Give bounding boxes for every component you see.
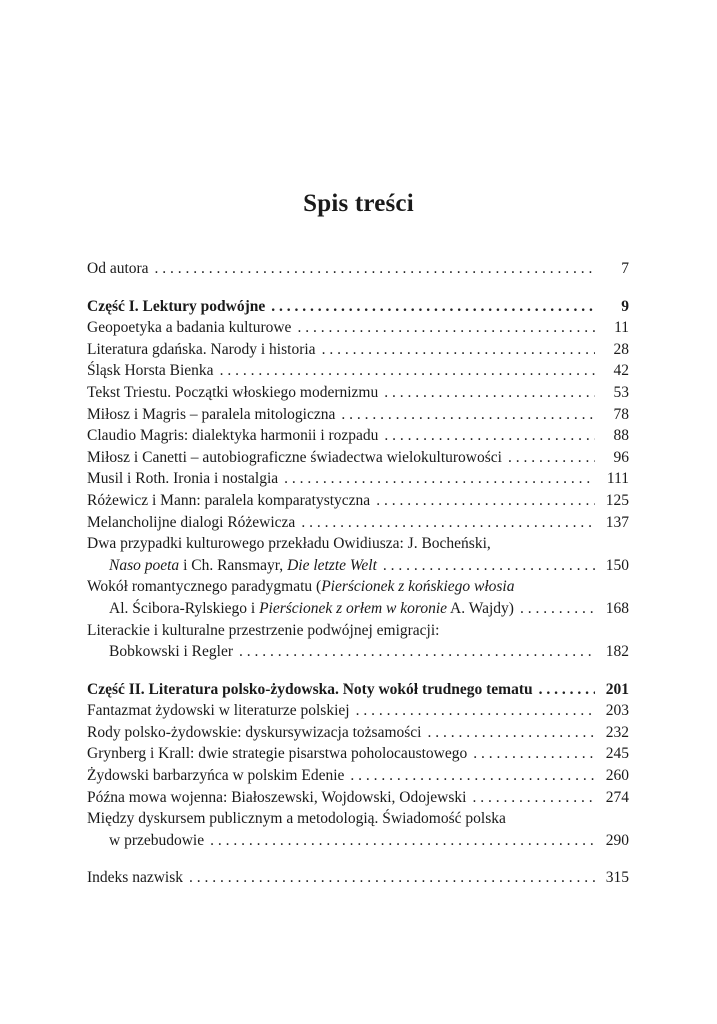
toc-entry-title: Żydowski barbarzyńca w polskim Edenie <box>87 767 345 785</box>
leader-dots <box>473 743 595 765</box>
toc-entry-title-line1: Literackie i kulturalne przestrzenie podwójnej emigracji: <box>87 621 440 639</box>
toc-entry-page: 78 <box>613 405 629 423</box>
toc-entry-page: 290 <box>605 831 629 849</box>
toc-entry-title: Od autora <box>87 260 149 277</box>
toc-entry-page: 245 <box>605 745 629 763</box>
toc-entry[interactable] <box>87 765 629 787</box>
toc-entry[interactable] <box>87 447 629 469</box>
toc-entry-title-line1: Dwa przypadki kulturowego przekładu Owidiusza: J. Bocheński, <box>87 535 491 553</box>
toc-entry[interactable] <box>87 317 629 339</box>
toc-entry-title: Geopoetyka a badania kulturowe <box>87 319 292 337</box>
toc-entry-page: 168 <box>605 599 629 617</box>
toc-entry-index[interactable] <box>87 867 629 889</box>
toc-entry-title: Fantazmat żydowski w literaturze polskiej <box>87 702 350 720</box>
leader-dots <box>383 555 595 577</box>
toc-entry-title: Późna mowa wojenna: Białoszewski, Wojdowski, Odojewski <box>87 788 467 806</box>
italic-title: Naso poeta <box>109 556 180 574</box>
leader-dots <box>508 447 595 469</box>
toc-entry-page: 88 <box>613 427 629 445</box>
toc-entry[interactable] <box>87 360 629 382</box>
toc-entry-page: 11 <box>614 319 629 337</box>
toc-part-2-heading[interactable] <box>87 679 629 701</box>
toc-entry-page: 315 <box>605 869 629 887</box>
toc-entry-title-line1: Między dyskursem publicznym a metodologią. Świadomość polska <box>87 810 506 828</box>
toc-part-1-heading[interactable] <box>87 296 629 318</box>
toc-entry-page: 125 <box>605 491 629 509</box>
toc-entry-title: Musil i Roth. Ironia i nostalgia <box>87 470 279 488</box>
leader-dots <box>472 787 595 809</box>
toc-entry-page: 150 <box>605 556 629 574</box>
toc-entry-page: 260 <box>605 767 629 785</box>
toc-entry-title: Grynberg i Krall: dwie strategie pisarstwa poholocaustowego <box>87 745 468 763</box>
toc-entry[interactable] <box>87 512 629 534</box>
italic-title: Pierścionek z orłem w koronie <box>259 599 448 617</box>
title-text: Wokół romantycznego paradygmatu ( <box>87 578 322 596</box>
toc-entry-page: 203 <box>605 702 629 720</box>
toc-entry-page: 42 <box>613 362 629 380</box>
toc-entry-page: 274 <box>605 788 629 806</box>
leader-dots <box>297 317 595 339</box>
toc-entry-title: Claudio Magris: dialektyka harmonii i rozpadu <box>87 427 379 445</box>
toc-entry-title: Melancholijne dialogi Różewicza <box>87 513 296 531</box>
toc-entry-page: 28 <box>613 340 629 358</box>
toc-entry-title-line1 <box>87 576 629 598</box>
toc-entry-title: Śląsk Horsta Bienka <box>87 362 214 380</box>
toc-entry[interactable] <box>87 425 629 447</box>
title-text: A. Wajdy) <box>447 599 514 617</box>
toc-entry[interactable] <box>87 722 629 744</box>
toc-entry-title: Literatura gdańska. Narody i historia <box>87 340 316 358</box>
toc-entry-page: 96 <box>613 448 629 466</box>
toc-entry-title-line2: w przebudowie <box>109 831 205 849</box>
toc-entry[interactable] <box>87 787 629 809</box>
title-text: Al. Ścibora-Rylskiego i <box>109 599 260 617</box>
toc-entry-title: Miłosz i Canetti – autobiograficzne świadectwa wielokulturowości <box>87 448 502 466</box>
leader-dots <box>427 722 595 744</box>
part-page: 9 <box>621 297 629 315</box>
part-title: Część I. Lektury podwójne <box>87 297 266 315</box>
leader-dots <box>384 382 595 404</box>
toc-entry-title-line2: Bobkowski i Regler <box>109 643 233 661</box>
toc-entry-page: 53 <box>613 383 629 401</box>
toc-entry-title: Tekst Triestu. Początki włoskiego modernizmu <box>87 383 379 401</box>
leader-dots <box>376 490 595 512</box>
italic-title: Pierścionek z końskiego włosia <box>321 578 515 596</box>
leader-dots <box>271 296 595 318</box>
toc-entry[interactable] <box>87 468 629 490</box>
leader-dots <box>189 867 595 889</box>
leader-dots <box>520 598 595 620</box>
toc-entry-title: Różewicz i Mann: paralela komparatystyczna <box>87 491 371 509</box>
toc-entry-page: 7 <box>621 260 629 277</box>
table-of-contents <box>87 258 629 889</box>
leader-dots <box>220 360 595 382</box>
leader-dots <box>155 258 595 280</box>
toc-entry-page: 182 <box>605 643 629 661</box>
part-page: 201 <box>605 680 629 698</box>
italic-title: Die letzte Welt <box>287 556 377 574</box>
leader-dots <box>539 679 595 701</box>
leader-dots <box>356 700 595 722</box>
leader-dots <box>301 512 595 534</box>
toc-entry-title-line2 <box>109 598 514 620</box>
part-title: Część II. Literatura polsko-żydowska. Noty wokół trudnego tematu <box>87 680 533 698</box>
leader-dots <box>210 830 595 852</box>
toc-entry-title: Indeks nazwisk <box>87 869 183 887</box>
leader-dots <box>239 641 595 663</box>
leader-dots <box>284 468 595 490</box>
toc-entry-discourse[interactable] <box>87 808 629 851</box>
part-1-entries <box>87 317 629 533</box>
toc-entry-page: 137 <box>605 513 629 531</box>
toc-entry-page: 111 <box>606 470 629 488</box>
title-text: i Ch. Ransmayr, <box>179 556 288 574</box>
toc-entry[interactable] <box>87 339 629 361</box>
toc-entry-page: 232 <box>605 723 629 741</box>
toc-entry[interactable] <box>87 404 629 426</box>
toc-entry-title-line2 <box>109 555 377 577</box>
toc-entry-emigration[interactable] <box>87 620 629 663</box>
page-title: Spis treści <box>303 190 414 217</box>
toc-entry-title: Rody polsko-żydowskie: dyskursywizacja tożsamości <box>87 723 422 741</box>
toc-entry-title: Miłosz i Magris – paralela mitologiczna <box>87 405 336 423</box>
toc-entry-front[interactable] <box>87 258 629 280</box>
part-2-entries <box>87 700 629 808</box>
toc-entry-ovid[interactable] <box>87 533 629 576</box>
leader-dots <box>384 425 595 447</box>
leader-dots <box>341 404 595 426</box>
toc-entry[interactable] <box>87 490 629 512</box>
leader-dots <box>322 339 595 361</box>
leader-dots <box>350 765 595 787</box>
toc-entry[interactable] <box>87 743 629 765</box>
toc-entry-romantic[interactable] <box>87 576 629 619</box>
toc-entry[interactable] <box>87 382 629 404</box>
toc-entry[interactable] <box>87 700 629 722</box>
